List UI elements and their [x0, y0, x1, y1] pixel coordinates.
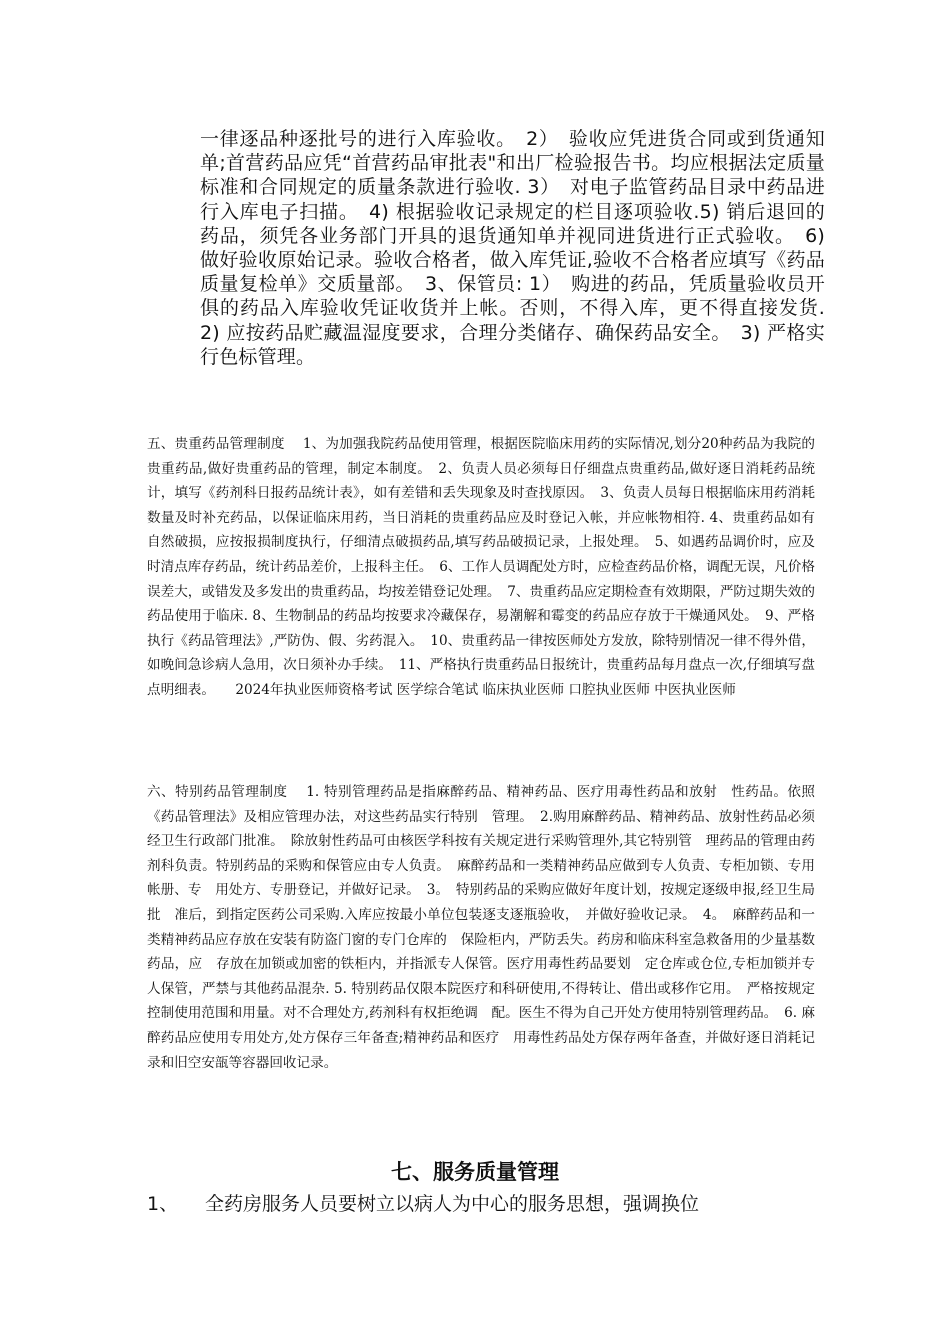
- paragraph-service-item-1: [147, 1190, 815, 1218]
- paragraph-acceptance-storage: 一律逐品种逐批号的进行入库验收。 2） 验收应凭进货合同或到货通知单;首营药品应凭“首营药品审批表"和出厂检验报告书。均应根据法定质量标准和合同规定的质量条款进行验收. 3） 对电子监管药品目录中药品进行入库电子扫描。 4) 根据验收记录规定的栏目逐项验收.5) 销后退回的药品，须凭各业务部门开具的退货通知单并视同进货进行正式验收。 6) 做好验收原始记录。验收合格者，做入库凭证,验收不合格者应填写《药品质量复检单》交质量部。 3、保管员: 1） 购进的药品，凭质量验收员开俱的药品入库验收凭证收货并上帐。否则，不得入库，更不得直接发货. 2) 应按药品贮藏温湿度要求，合理分类储存、确保药品安全。 3) 严格实行色标管理。: [200, 128, 825, 368]
- list-item-text: 全药房服务人员要树立以病人为中心的服务思想，强调换位: [205, 1193, 700, 1215]
- paragraph-valuable-drug-management: 五、贵重药品管理制度 1、为加强我院药品使用管理，根据医院临床用药的实际情况,划分20种药品为我院的贵重药品,做好贵重药品的管理，制定本制度。 2、负责人员必须每日仔细盘点贵重药品,做好逐日消耗药品统计，填写《药剂科日报药品统计表》，如有差错和丢失现象及时查找原因。 3、负责人员每日根据临床用药消耗数量及时补充药品，以保证临床用药，当日消耗的贵重药品应及时登记入帐，并应帐物相符. 4、贵重药品如有自然破损，应按报损制度执行，仔细清点破损药品,填写药品破损记录，上报处理。 5、如遇药品调价时，应及时清点库存药品，统计药品差价，上报科主任。 6、工作人员调配处方时，应检查药品价格，调配无误，凡价格误差大，或错发及多发出的贵重药品，均按差错登记处理。 7、贵重药品应定期检查有效期限，严防过期失效的药品使用于临床. 8、生物制品的药品均按要求冷藏保存，易潮解和霉变的药品应存放于干燥通风处。 9、严格执行《药品管理法》,严防伪、假、劣药混入。 10、贵重药品一律按医师处方发放，除特别情况一律不得外借，如晚间急诊病人急用，次日须补办手续。 11、严格执行贵重药品日报统计，贵重药品每月盘点一次,仔细填写盘点明细表。 2024年执业医师资格考试 医学综合笔试 临床执业医师 口腔执业医师 中医执业医师: [147, 436, 815, 698]
- list-number: 1、: [147, 1193, 179, 1215]
- section-heading-service-quality: 七、服务质量管理: [391, 1160, 559, 1184]
- paragraph-special-drug-management: 六、特别药品管理制度 1. 特别管理药品是指麻醉药品、精神药品、医疗用毒性药品和放射 性药品。依照《药品管理法》及相应管理办法，对这些药品实行特别 管理。 2.购用麻醉药品、精神药品、放射性药品必须经卫生行政部门批准。 除放射性药品可由核医学科按有关规定进行采购管理外,其它特别管 理药品的管理由药剂科负责。特别药品的采购和保管应由专人负责。 麻醉药品和一类精神药品应做到专人负责、专柜加锁、专用帐册、专 用处方、专册登记，并做好记录。 3。 特别药品的采购应做好年度计划，按规定逐级申报,经卫生局批 准后，到指定医药公司采购.入库应按最小单位包装逐支逐瓶验收， 并做好验收记录。 4。 麻醉药品和一类精神药品应存放在安装有防盗门窗的专门仓库的 保险柜内，严防丢失。药房和临床科室急救备用的少量基数药品，应 存放在加锁或加密的铁柜内，并指派专人保管。医疗用毒性药品要划 定仓库或仓位,专柜加锁并专人保管，严禁与其他药品混杂. 5. 特别药品仅限本院医疗和科研使用,不得转让、借出或移作它用。 严格按规定控制使用范围和用量。对不合理处方,药剂科有权拒绝调 配。医生不得为自己开处方使用特别管理药品。 6. 麻醉药品应使用专用处方,处方保存三年备查;精神药品和医疗 用毒性药品处方保存两年备查，并做好逐日消耗记录和旧空安瓿等容器回收记录。: [147, 784, 815, 1071]
